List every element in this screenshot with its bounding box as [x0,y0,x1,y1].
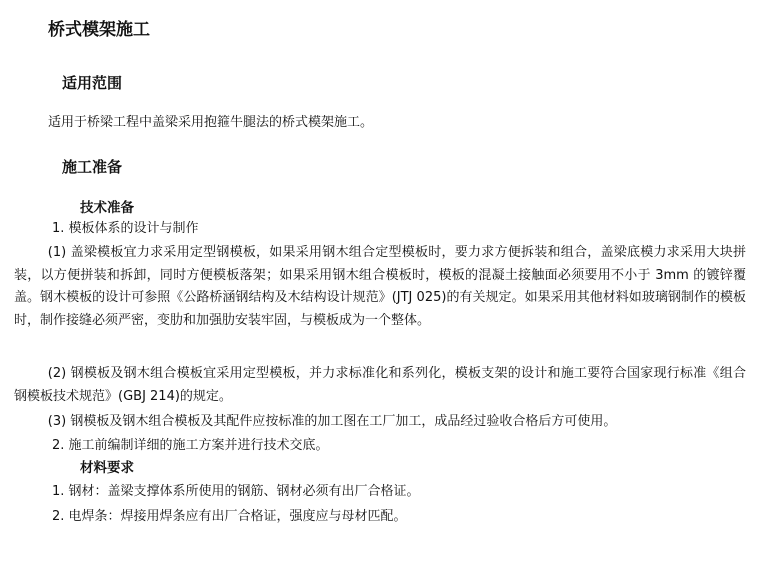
heading-scope: 适用范围 [62,74,123,92]
heading-preparation: 施工准备 [62,158,123,176]
paragraph-2: (2) 钢模板及钢木组合模板宜采用定型模板，并力求标准化和系列化，模板支架的设计和施工要符合国家现行标准《组合钢模板技术规范》(GBJ 214)的规定。 [14,366,746,404]
document-title: 桥式模架施工 [48,20,150,40]
list-item-welding-rod: 2. 电焊条：焊接用焊条应有出厂合格证，强度应与母材匹配。 [52,509,407,524]
heading-materials: 材料要求 [80,460,134,476]
paragraph-3: (3) 钢模板及钢木组合模板及其配件应按标准的加工图在工厂加工，成品经过验收合格后方可使用。 [47,414,617,429]
list-item-template-design: 1. 模板体系的设计与制作 [52,221,199,236]
paragraph-1: (1) 盖梁模板宜力求采用定型钢模板，如果采用钢木组合定型模板时，要力求方便拆装和组合，盖梁底模力求采用大块拼装，以方便拼装和拆卸，同时方便模板落架；如果采用钢木组合模板时，模板的混凝土接触面必须要用不小于 3mm 的镀锌覆盖。钢木模板的设计可参照《公路桥涵钢结构及木结构设计规范》(JTJ 025)的有关规定。如果采用其他材料如玻璃钢制作的模板时，制作接缝必须严密，变肋和加强肋安装牢固，与模板成为一个整体。 [14,245,746,328]
list-item-steel: 1. 钢材：盖梁支撑体系所使用的钢筋、钢材必须有出厂合格证。 [52,484,420,499]
scope-text: 适用于桥梁工程中盖梁采用抱箍牛腿法的桥式模架施工。 [48,115,374,130]
heading-tech-prep: 技术准备 [80,200,134,216]
list-item-construction-plan: 2. 施工前编制详细的施工方案并进行技术交底。 [52,438,329,453]
